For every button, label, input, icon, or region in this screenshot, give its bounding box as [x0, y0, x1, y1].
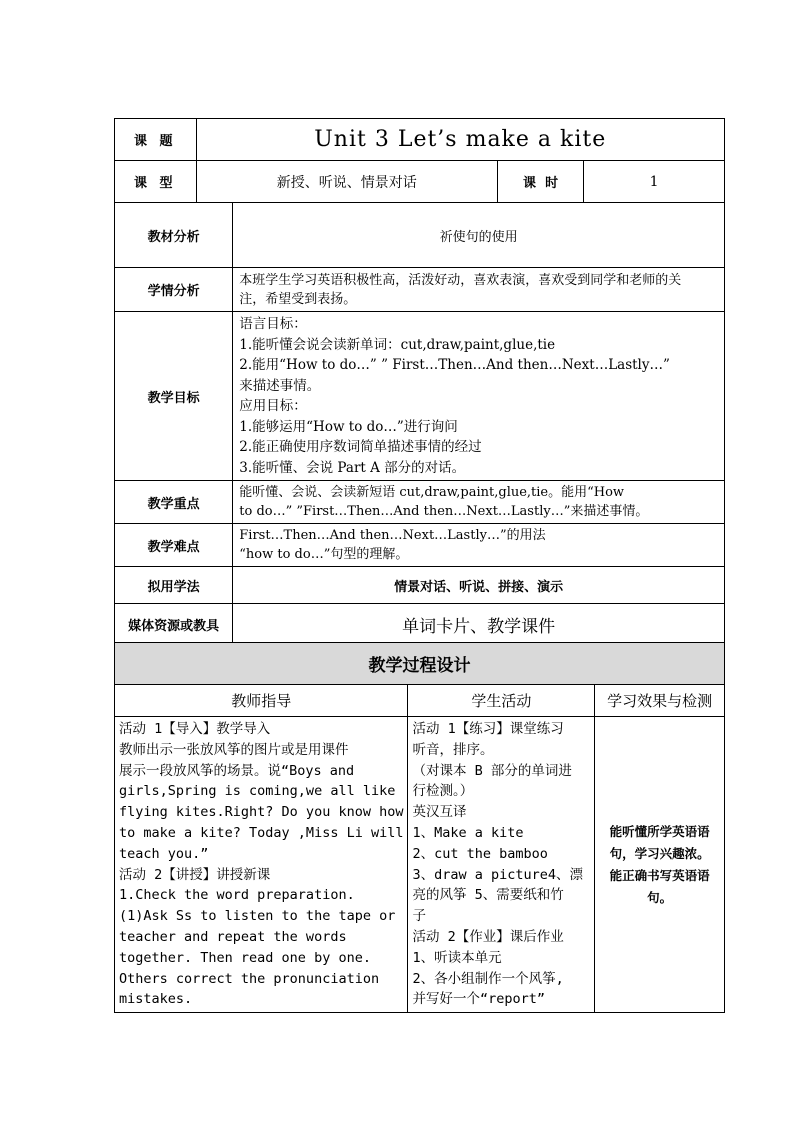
teacher-guidance	[115, 717, 408, 1013]
teacher-line: 教师出示一张放风筝的图片或是用课件	[119, 741, 349, 758]
student-line: 2、cut the bamboo	[412, 845, 548, 862]
objectives-line: 1.能够运用“How to do…”进行询问	[239, 418, 458, 435]
teacher-line: 1.Check the word preparation.	[119, 887, 355, 904]
type-label: 课 型	[115, 161, 197, 203]
student-line: （对课本 B 部分的单词进	[412, 762, 572, 779]
teacher-line: 活动 2【讲授】讲授新课	[119, 866, 271, 883]
process-table	[114, 642, 725, 1013]
students-label: 学情分析	[115, 268, 233, 312]
key-points-value	[233, 481, 725, 524]
student-line: 3、draw a picture4、漂	[412, 866, 584, 883]
difficulties-line: “how to do…”句型的理解。	[239, 547, 409, 562]
objectives-line: 2.能用“How to do…” ” First…Then…And then…Next…Lastly…”	[239, 357, 670, 373]
student-line: 活动 1【练习】课堂练习	[412, 721, 564, 737]
teacher-line: girls,Spring is coming,we all like	[119, 783, 396, 800]
teacher-line: to make a kite? Today ,Miss Li will	[119, 824, 404, 841]
media-label: 媒体资源或教具	[115, 604, 233, 645]
teacher-header: 教师指导	[115, 685, 408, 717]
result-line: 句，学习兴趣浓。	[609, 845, 710, 861]
process-title: 教学过程设计	[115, 643, 725, 685]
result-header: 学习效果与检测	[595, 685, 725, 717]
methods-value: 情景对话、听说、拼接、演示	[233, 567, 725, 604]
objectives-line: 2.能正确使用序数词简单描述事情的经过	[239, 439, 482, 455]
student-header: 学生活动	[408, 685, 595, 717]
student-line: 听音，排序。	[412, 741, 494, 758]
hours-value: 1	[584, 161, 725, 203]
lesson-info-table	[114, 118, 725, 645]
objectives-line: 应用目标：	[239, 398, 307, 414]
students-line: 注，希望受到表扬。	[239, 291, 357, 307]
student-line: 2、各小组制作一个风筝,	[412, 970, 564, 987]
student-line: 行检测。）	[412, 783, 474, 800]
teacher-line: teach you.”	[119, 845, 209, 862]
material-label: 教材分析	[115, 203, 233, 268]
result-line: 句。	[647, 889, 673, 905]
difficulties-label: 教学难点	[115, 524, 233, 567]
teacher-line: (1)Ask Ss to listen to the tape or	[119, 908, 396, 925]
student-line: 子	[412, 908, 426, 925]
methods-label: 拟用学法	[115, 567, 233, 604]
hours-label: 课 时	[498, 161, 584, 203]
difficulties-line: First…Then…And then…Next…Lastly…”的用法	[239, 528, 546, 543]
student-line: 英汉互译	[412, 804, 467, 821]
difficulties-value	[233, 524, 725, 567]
teacher-line: 展示一段放风筝的场景。说“Boys and	[119, 762, 355, 779]
material-value: 祈使句的使用	[233, 203, 725, 268]
key-points-line: 能听懂、会说、会读新短语 cut,draw,paint,glue,tie。能用“How	[239, 485, 625, 500]
media-value: 单词卡片、教学课件	[233, 604, 725, 645]
student-activity	[408, 717, 595, 1013]
student-line: 1、听读本单元	[412, 949, 502, 966]
lesson-title: Unit 3 Let’s make a kite	[196, 119, 724, 161]
objectives-line: 语言目标：	[239, 316, 307, 332]
teacher-line: flying kites.Right? Do you know how	[119, 804, 404, 821]
teacher-line: 活动 1【导入】教学导入	[119, 721, 271, 737]
result-line: 能听懂所学英语语	[609, 823, 710, 839]
learning-result	[595, 717, 725, 1013]
objectives-line: 来描述事情。	[239, 377, 321, 394]
key-points-line: to do…” ”First…Then…And then…Next…Lastly…”来描述事情。	[239, 504, 649, 519]
teacher-line: together. Then read one by one.	[119, 949, 371, 966]
students-value	[233, 268, 725, 312]
teacher-line: mistakes.	[119, 991, 193, 1008]
student-line: 亮的风筝 5、需要纸和竹	[412, 887, 564, 904]
objectives-line: 3.能听懂、会说 Part A 部分的对话。	[239, 459, 466, 476]
students-line: 本班学生学习英语积极性高，活泼好动，喜欢表演，喜欢受到同学和老师的关	[239, 272, 682, 288]
objectives-line: 1.能听懂会说会读新单词：cut,draw,paint,glue,tie	[239, 336, 556, 353]
teacher-line: teacher and repeat the words	[119, 928, 347, 945]
objectives-label: 教学目标	[115, 312, 233, 481]
key-points-label: 教学重点	[115, 481, 233, 524]
student-line: 活动 2【作业】课后作业	[412, 928, 564, 945]
student-line: 并写好一个“report”	[412, 991, 546, 1008]
teacher-line: Others correct the pronunciation	[119, 970, 380, 987]
result-line: 能正确书写英语语	[609, 867, 710, 883]
student-line: 1、Make a kite	[412, 824, 524, 841]
type-value: 新授、听说、情景对话	[196, 161, 498, 203]
objectives-value	[233, 312, 725, 481]
topic-label: 课 题	[115, 119, 197, 161]
